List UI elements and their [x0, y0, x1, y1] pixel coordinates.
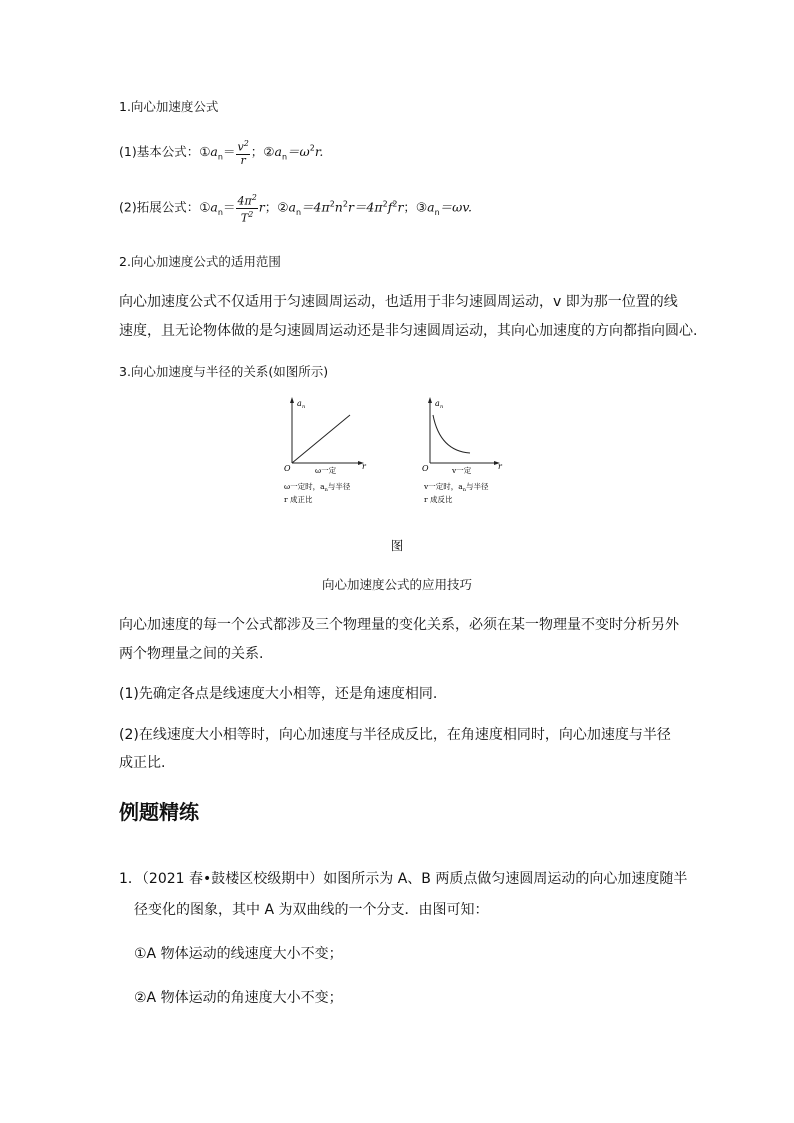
right-hyperbola [433, 415, 470, 453]
ext-den-sup: 2 [248, 209, 254, 219]
left-caption-2: r 成正比 [284, 495, 313, 504]
ext-r: r [258, 199, 265, 215]
basic-a2: a [274, 143, 282, 159]
ext-fraction [236, 192, 257, 224]
basic-2: ＝ω [287, 143, 310, 159]
ext-2-sup3: 2 [382, 199, 388, 209]
ext-eq: ＝ [222, 199, 236, 215]
left-y-label-sub: n [302, 404, 306, 410]
section2-title: 2.向心加速度公式的适用范围 [119, 254, 281, 269]
left-line-curve [292, 415, 350, 463]
ext-den: T [240, 211, 249, 225]
right-under-label: v一定 [452, 466, 472, 475]
right-x-label: r [498, 462, 502, 471]
right-caption-2: r 成反比 [424, 495, 453, 504]
ext-2-end: r [397, 199, 404, 215]
basic-sub: n [217, 152, 223, 162]
right-caption-1: v一定时，$a_n$与半径 [424, 482, 489, 493]
ext-sep2: ；② [264, 199, 289, 215]
figure-label: 图 [390, 538, 404, 553]
graph-proportional [284, 397, 367, 504]
tips-title: 向心加速度公式的应用技巧 [321, 577, 472, 592]
left-y-label: a [297, 399, 302, 408]
question-1-line1: 1．（2021 春•鼓楼区校级期中）如图所示为 A、B 两质点做匀速圆周运动的向心加速度随半 [119, 871, 688, 887]
tips-paragraph-line1: 向心加速度的每一个公式都涉及三个物理量的变化关系，必须在某一物理量不变时分析另外 [119, 617, 679, 633]
basic-prefix: (1)基本公式：① [119, 143, 211, 159]
ext-2: ＝4π [301, 199, 330, 215]
right-y-label: a [435, 399, 440, 408]
left-y-arrow [290, 397, 294, 403]
basic-2-end: r. [314, 143, 324, 159]
extended-formula-line [119, 192, 472, 224]
examples-heading: 例题精练 [119, 800, 199, 824]
left-origin: O [284, 464, 291, 473]
right-y-arrow [428, 397, 432, 403]
right-y-label-sub: n [440, 404, 444, 410]
ext-sep3: ；③ [403, 199, 428, 215]
ext-a3: a [427, 199, 435, 215]
basic-numerator [236, 138, 249, 155]
left-under-label: ω一定 [315, 466, 337, 475]
ext-2-sup1: 2 [329, 199, 335, 209]
ext-sub: n [217, 208, 223, 218]
ext-a: a [210, 199, 218, 215]
ext-a2: a [288, 199, 296, 215]
tips-point-2-line1: (2)在线速度大小相等时，向心加速度与半径成反比，在角速度相同时，向心加速度与半径 [119, 727, 671, 743]
option-2: ②A 物体运动的角速度大小不变； [134, 990, 343, 1006]
basic-num-v: v [237, 140, 244, 154]
ext-denominator [236, 209, 257, 225]
right-origin: O [422, 464, 429, 473]
section2-paragraph-line2: 速度，且无论物体做的是匀速圆周运动还是非匀速圆周运动，其向心加速度的方向都指向圆心. [119, 323, 698, 339]
ext-3: ＝ωv. [439, 199, 472, 215]
ext-sub3: n [434, 208, 440, 218]
question-1-line2: 径变化的图象，其中 A 为双曲线的一个分支．由图可知： [134, 902, 489, 918]
tips-point-1: (1)先确定各点是线速度大小相等，还是角速度相同. [119, 686, 438, 702]
ext-2-mid: n [334, 199, 343, 215]
basic-2-sup: 2 [309, 143, 315, 153]
basic-fraction [236, 138, 249, 167]
section2-paragraph-line1: 向心加速度公式不仅适用于匀速圆周运动，也适用于非匀速圆周运动，v 即为那一位置的线 [119, 294, 678, 310]
basic-eq: ＝ [222, 143, 236, 159]
graph-inverse [422, 397, 503, 504]
ext-num: 4π [237, 194, 252, 208]
basic-denominator: r [240, 153, 246, 167]
left-x-label: r [362, 462, 366, 471]
ext-2-mid3: f [387, 199, 393, 215]
ext-sub2: n [295, 208, 302, 218]
basic-formula-line [119, 138, 323, 167]
option-1: ①A 物体运动的线速度大小不变； [134, 946, 343, 962]
figure-graphs [280, 393, 530, 518]
ext-num-sup: 2 [251, 193, 257, 202]
basic-sub2: n [281, 152, 288, 162]
left-caption-1: ω一定时，$a_n$与半径 [284, 482, 351, 493]
basic-a: a [210, 143, 218, 159]
section1-title: 1.向心加速度公式 [119, 99, 219, 114]
ext-2-sup4: 2 [392, 199, 398, 209]
ext-2-sup2: 2 [342, 199, 348, 209]
ext-prefix: (2)拓展公式：① [119, 199, 211, 215]
tips-paragraph-line2: 两个物理量之间的关系. [119, 646, 264, 662]
basic-num-sup: 2 [243, 139, 249, 148]
tips-point-2-line2: 成正比. [119, 755, 166, 771]
ext-numerator [236, 192, 257, 209]
basic-sep: ；② [250, 143, 275, 159]
section3-title: 3.向心加速度与半径的关系(如图所示) [119, 364, 329, 379]
ext-2-mid2: r＝4π [347, 199, 383, 215]
